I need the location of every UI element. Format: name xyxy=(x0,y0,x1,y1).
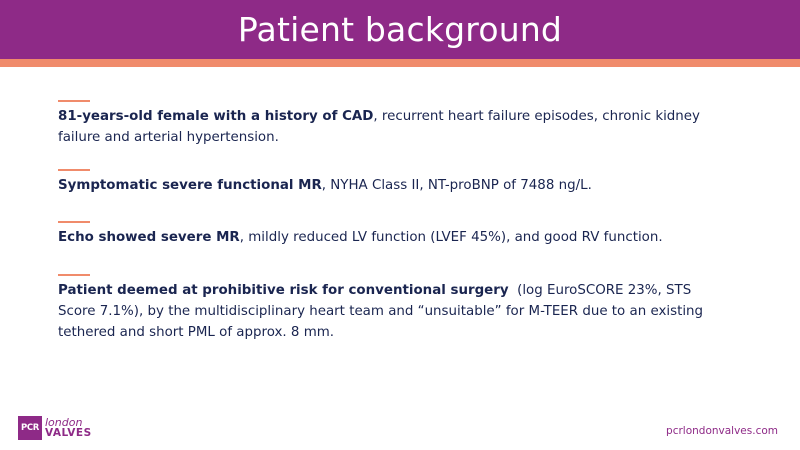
bullet-item-2 xyxy=(58,175,728,196)
bullet-item-3 xyxy=(58,227,728,248)
bullet-dash xyxy=(58,274,90,276)
bullet-1-bold: 81-years-old female with a history of CAD xyxy=(58,109,374,124)
bullet-item-1 xyxy=(58,106,728,148)
logo-wordmark xyxy=(45,417,92,439)
accent-stripe xyxy=(0,59,800,67)
bullet-4-text: (log EuroSCORE 23%, STS Score 7.1%), by the multidisciplinary heart team and “unsuitable” for M-TEER due to an existing tethered and short PML of approx. 8 mm. xyxy=(58,283,708,340)
bullet-dash xyxy=(58,169,90,171)
logo-london-text: london xyxy=(45,416,83,429)
bullet-4-bold: Patient deemed at prohibitive risk for conventional surgery xyxy=(58,283,509,298)
bullet-3-bold: Echo showed severe MR xyxy=(58,230,240,245)
pcr-logo-badge: PCR xyxy=(18,416,42,440)
bullet-item-4 xyxy=(58,280,728,343)
bullet-2-text: , NYHA Class II, NT-proBNP of 7488 ng/L. xyxy=(321,178,592,193)
title-bar xyxy=(0,0,800,59)
logo-valves-text: VALVES xyxy=(45,427,92,439)
bullet-1-text: , recurrent heart failure episodes, chronic kidney failure and arterial hypertension. xyxy=(58,109,700,145)
bullet-dash xyxy=(58,100,90,102)
slide-title: Patient background xyxy=(237,10,563,49)
footer-url: pcrlondonvalves.com xyxy=(666,425,778,437)
pcr-london-valves-logo xyxy=(18,416,92,440)
bullet-dash xyxy=(58,221,90,223)
bullet-3-text: , mildly reduced LV function (LVEF 45%), and good RV function. xyxy=(239,230,663,245)
bullet-2-bold: Symptomatic severe functional MR xyxy=(58,178,322,193)
